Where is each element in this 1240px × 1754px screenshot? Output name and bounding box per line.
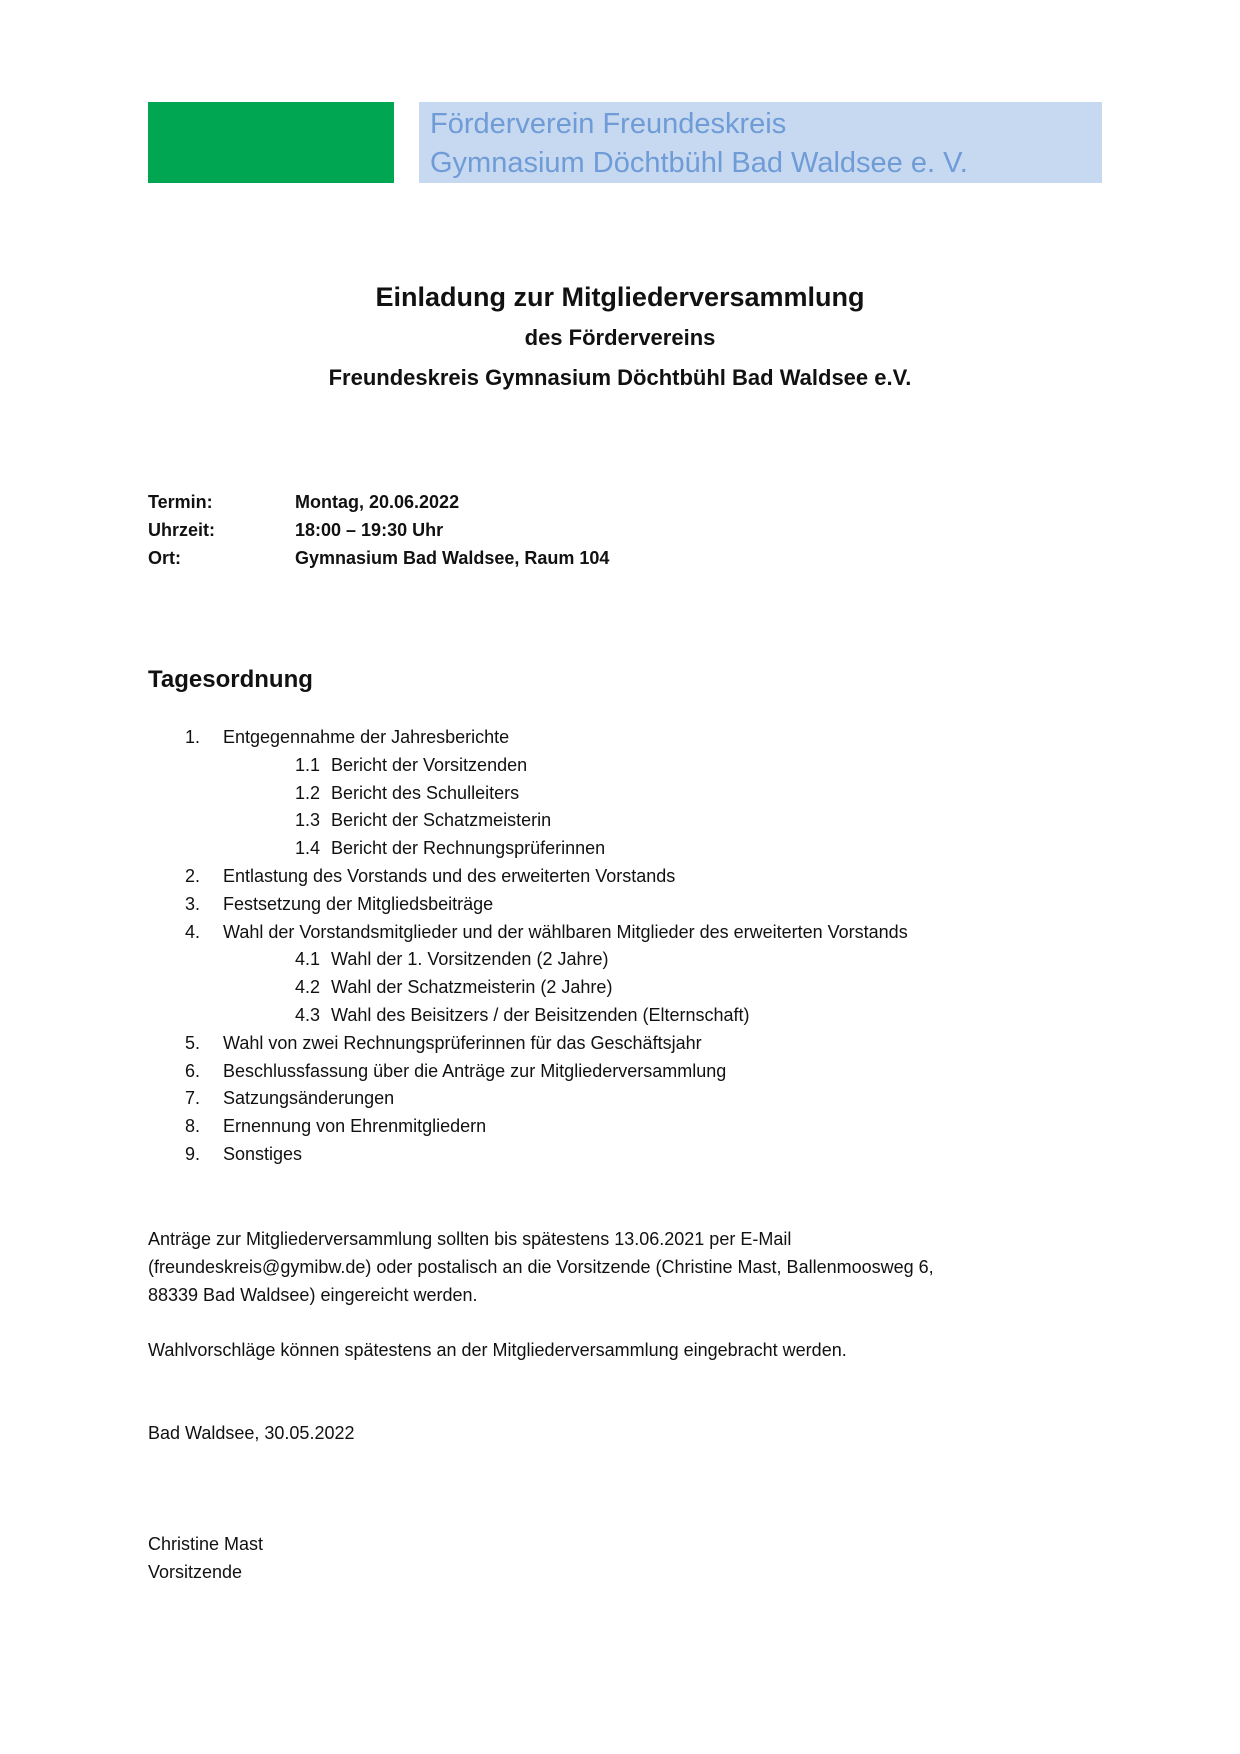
- agenda-heading: Tagesordnung: [148, 666, 313, 693]
- agenda-item-text: Entlastung des Vorstands und des erweiterten Vorstands: [223, 865, 676, 886]
- agenda-item-number: 2.: [185, 865, 201, 886]
- agenda-item-number: 4.: [185, 921, 201, 942]
- agenda-subitem-number: 1.1: [295, 754, 321, 775]
- agenda-item-text: Entgegennahme der Jahresberichte: [223, 727, 510, 747]
- antraege-paragraph: [148, 1225, 1098, 1309]
- meta-value: Gymnasium Bad Waldsee, Raum 104: [295, 548, 610, 568]
- paragraph-line: 88339 Bad Waldsee) eingereicht werden.: [148, 1285, 478, 1305]
- agenda-subitem-number: 1.2: [295, 782, 321, 803]
- agenda-subitem-text: Bericht der Vorsitzenden: [331, 754, 528, 775]
- meta-value: Montag, 20.06.2022: [295, 492, 460, 512]
- wahl-paragraph: Wahlvorschläge können spätestens an der Mitgliederversammlung eingebracht werden.: [148, 1340, 847, 1360]
- agenda-item-text: Ernennung von Ehrenmitgliedern: [223, 1116, 487, 1137]
- agenda-item: [185, 724, 908, 752]
- agenda-item-text: Sonstiges: [223, 1143, 303, 1164]
- meeting-details: [148, 488, 609, 572]
- agenda-subitem: [185, 974, 908, 1002]
- agenda-item-text: Wahl der Vorstandsmitglieder und der wählbaren Mitglieder des erweiterten Vorstands: [223, 921, 908, 942]
- agenda-subitem-text: Bericht der Rechnungsprüferinnen: [331, 838, 606, 859]
- header-org-block: [419, 102, 1102, 183]
- agenda-item: [185, 891, 908, 919]
- agenda-subitem-text: Bericht der Schatzmeisterin: [331, 810, 552, 831]
- agenda-subitem-text: Wahl der Schatzmeisterin (2 Jahre): [331, 977, 613, 998]
- agenda-item: [185, 1058, 908, 1086]
- agenda-item: [185, 863, 908, 891]
- org-name-line2: Gymnasium Döchtbühl Bad Waldsee e. V.: [430, 147, 968, 179]
- agenda-subitem: [185, 946, 908, 974]
- agenda-subitem-text: Wahl der 1. Vorsitzenden (2 Jahre): [331, 949, 609, 970]
- agenda-item-number: 5.: [185, 1032, 201, 1053]
- agenda-subitem-number: 4.1: [295, 949, 321, 970]
- agenda-subitem-number: 1.4: [295, 838, 321, 859]
- title-line2: des Fördervereins: [524, 325, 716, 350]
- agenda-list: [185, 724, 908, 1169]
- meta-value: 18:00 – 19:30 Uhr: [295, 520, 444, 540]
- meta-row-termin: [148, 488, 609, 516]
- agenda-item-text: Beschlussfassung über die Anträge zur Mitgliederversammlung: [223, 1060, 727, 1081]
- meta-row-uhrzeit: [148, 516, 609, 544]
- agenda-subitem: [185, 1002, 908, 1030]
- meta-label: Uhrzeit:: [148, 520, 215, 540]
- agenda-subitem-text: Wahl des Beisitzers / der Beisitzenden (Elternschaft): [331, 1004, 750, 1025]
- meta-row-ort: [148, 544, 609, 572]
- document-title: [0, 276, 1240, 398]
- paragraph-line: Anträge zur Mitgliederversammlung sollten bis spätestens 13.06.2021 per E-Mail: [148, 1229, 792, 1249]
- agenda-item-number: 7.: [185, 1088, 201, 1109]
- agenda-subitem: [185, 835, 908, 863]
- meta-label: Ort:: [148, 548, 181, 568]
- agenda-subitem: [185, 807, 908, 835]
- agenda-subitem: [185, 752, 908, 780]
- agenda-item-number: 6.: [185, 1060, 201, 1081]
- agenda-subitem-number: 1.3: [295, 810, 321, 831]
- agenda-item: [185, 919, 908, 947]
- agenda-subitem: [185, 780, 908, 808]
- title-line3: Freundeskreis Gymnasium Döchtbühl Bad Waldsee e.V.: [328, 365, 912, 390]
- place-date: Bad Waldsee, 30.05.2022: [148, 1423, 355, 1443]
- agenda-item: [185, 1113, 908, 1141]
- agenda-item-number: 8.: [185, 1116, 201, 1137]
- paragraph-line: (freundeskreis@gymibw.de) oder postalisch an die Vorsitzende (Christine Mast, Ballenmoosweg 6,: [148, 1257, 934, 1277]
- agenda-item-number: 1.: [185, 727, 201, 747]
- agenda-item-text: Satzungsänderungen: [223, 1088, 395, 1109]
- signature-name: Christine Mast: [148, 1534, 264, 1554]
- title-line1: Einladung zur Mitgliederversammlung: [375, 282, 865, 312]
- agenda-item: [185, 1030, 908, 1058]
- signature-role: Vorsitzende: [148, 1562, 243, 1582]
- agenda-item-number: 9.: [185, 1143, 201, 1164]
- agenda-item: [185, 1085, 908, 1113]
- agenda-subitem-number: 4.2: [295, 977, 321, 998]
- header-green-block: [148, 102, 394, 183]
- agenda-item: [185, 1141, 908, 1169]
- agenda-item-text: Wahl von zwei Rechnungsprüferinnen für das Geschäftsjahr: [223, 1032, 702, 1053]
- signature: [148, 1530, 1098, 1586]
- agenda-subitem-text: Bericht des Schulleiters: [331, 782, 520, 803]
- meta-label: Termin:: [148, 492, 213, 512]
- agenda-subitem-number: 4.3: [295, 1004, 321, 1025]
- agenda-item-text: Festsetzung der Mitgliedsbeiträge: [223, 893, 494, 914]
- agenda-item-number: 3.: [185, 893, 201, 914]
- org-name-line1: Förderverein Freundeskreis: [430, 108, 787, 140]
